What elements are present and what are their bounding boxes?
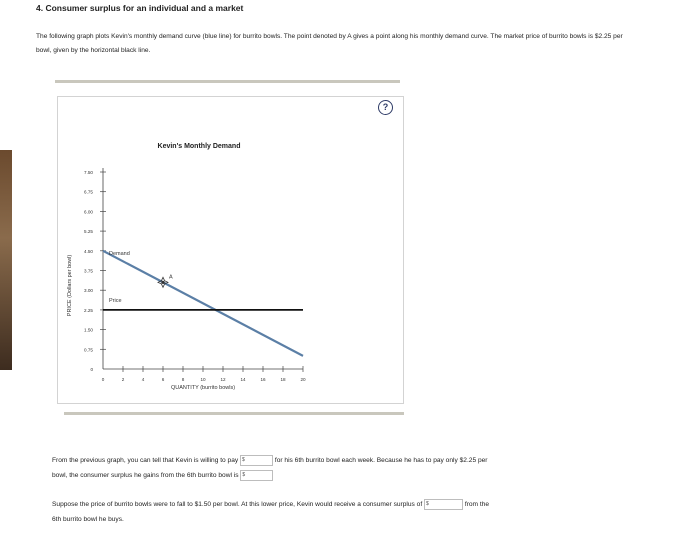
- x-tick-label: 4: [141, 377, 145, 382]
- question-1: [52, 453, 652, 483]
- x-tick-label: 20: [300, 377, 306, 382]
- y-tick-label: 0.75: [84, 347, 93, 353]
- willingness-to-pay-input[interactable]: [240, 455, 273, 466]
- currency-symbol: $: [242, 456, 245, 463]
- consumer-surplus-lower-price-input[interactable]: [424, 499, 463, 510]
- x-tick-label: 16: [260, 377, 266, 382]
- currency-symbol: $: [426, 500, 429, 507]
- x-tick-label: 0: [101, 377, 105, 382]
- divider-top: [55, 80, 400, 83]
- demand-chart: [58, 97, 403, 403]
- q1-text-3: bowl, the consumer surplus he gains from the 6th burrito bowl is: [52, 472, 239, 479]
- q2-text-3: 6th burrito bowl he buys.: [52, 516, 124, 523]
- question-title: 4. Consumer surplus for an individual and a market: [36, 3, 244, 13]
- y-tick-label: 6.75: [84, 189, 93, 195]
- x-tick-label: 8: [181, 377, 185, 382]
- q2-text-2: from the: [464, 501, 490, 508]
- y-tick-label: 1.50: [84, 327, 93, 333]
- y-tick-label: 2.25: [84, 307, 93, 313]
- help-icon[interactable]: ?: [378, 100, 393, 115]
- x-tick-label: 6: [161, 377, 165, 382]
- x-tick-label: 2: [121, 377, 125, 382]
- x-tick-label: 18: [280, 377, 286, 382]
- demand-curve: [103, 251, 303, 356]
- y-tick-label: 0: [90, 367, 93, 372]
- question-intro: The following graph plots Kevin's monthly demand curve (blue line) for burrito bowls. The point denoted by A gives a point along his monthly demand curve. The market price of burrito bowls is $2.25 per bowl, given by the horizontal black line.: [36, 33, 623, 54]
- point-a-label: A: [169, 274, 173, 281]
- y-axis-label: PRICE (Dollars per bowl): [67, 254, 73, 317]
- y-tick-label: 7.50: [84, 170, 93, 175]
- x-tick-label: 10: [200, 377, 206, 382]
- x-axis-label: QUANTITY (burrito bowls): [170, 385, 236, 391]
- q1-text-1: From the previous graph, you can tell that Kevin is willing to pay: [52, 457, 239, 464]
- background-photo-edge: [0, 150, 12, 370]
- y-tick-label: 3.75: [84, 268, 93, 274]
- graph-card: [57, 96, 404, 404]
- x-tick-label: 14: [240, 377, 246, 382]
- divider-bottom: [64, 412, 404, 415]
- q1-text-2: for his 6th burrito bowl each week. Because he has to pay only $2.25 per: [274, 457, 488, 464]
- y-tick-label: 6.00: [84, 209, 93, 215]
- currency-symbol: $: [242, 471, 246, 478]
- x-tick-label: 12: [220, 377, 226, 382]
- consumer-surplus-6th-input[interactable]: [240, 470, 273, 481]
- point-a-dot: [161, 281, 164, 284]
- y-tick-label: 5.25: [84, 229, 93, 235]
- price-label: Price: [109, 297, 122, 304]
- q2-text-1: Suppose the price of burrito bowls were to fall to $1.50 per bowl. At this lower price, Kevin would receive a consumer surplus of: [52, 501, 423, 508]
- demand-label: Demand: [109, 250, 130, 257]
- question-2: [52, 497, 652, 527]
- chart-title: Kevin's Monthly Demand: [157, 143, 241, 150]
- y-tick-label: 4.50: [84, 248, 93, 254]
- y-tick-label: 3.00: [84, 288, 93, 294]
